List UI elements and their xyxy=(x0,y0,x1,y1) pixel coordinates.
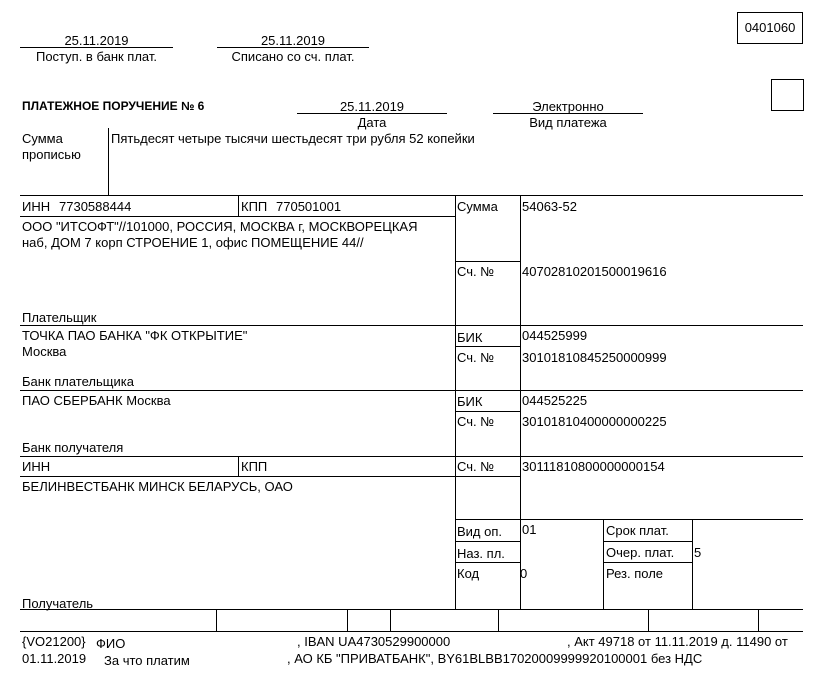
payee-bank-label: Банк получателя xyxy=(22,440,124,455)
form-code: 0401060 xyxy=(744,20,796,35)
payee-bank-bik: 044525225 xyxy=(522,393,588,408)
purpose-line1-d: , Акт 49718 от 11.11.2019 д. 11490 от xyxy=(567,634,788,649)
priority-value: 5 xyxy=(694,545,702,560)
grid-line xyxy=(692,519,693,609)
receipt-date: 25.11.2019 xyxy=(64,33,129,48)
debit-date-line xyxy=(217,47,369,48)
grid-line xyxy=(603,562,692,563)
document-date-label: Дата xyxy=(357,115,387,130)
grid-line xyxy=(20,476,455,477)
payer-account-label: Сч. № xyxy=(457,264,495,279)
grid-line xyxy=(455,411,520,412)
amount-words-label-1: Сумма xyxy=(22,131,63,146)
payer-inn: 7730588444 xyxy=(59,199,132,214)
grid-line xyxy=(498,609,499,631)
payer-bank-account: 30101810845250000999 xyxy=(522,350,667,365)
amount-words-label-2: прописью xyxy=(22,147,81,162)
grid-line xyxy=(20,456,803,457)
grid-line xyxy=(390,609,391,631)
payee-bank-account: 30101810400000000225 xyxy=(522,414,667,429)
grid-line xyxy=(347,609,348,631)
op-type: 01 xyxy=(522,522,537,537)
grid-line xyxy=(238,195,239,216)
amount-label: Сумма xyxy=(457,199,498,214)
payment-type-label: Вид платежа xyxy=(529,115,607,130)
grid-line xyxy=(455,346,520,347)
payee-name: БЕЛИНВЕСТБАНК МИНСК БЕЛАРУСЬ, ОАО xyxy=(22,479,293,494)
payee-account-label: Сч. № xyxy=(457,459,495,474)
amount-words-divider xyxy=(108,128,109,195)
payer-bank-label: Банк плательщика xyxy=(22,374,134,389)
debit-date-label: Списано со сч. плат. xyxy=(231,49,355,64)
grid-line xyxy=(20,216,455,217)
payer-account: 40702810201500019616 xyxy=(522,264,667,279)
amount-value: 54063-52 xyxy=(522,199,577,214)
payee-bank-bik-label: БИК xyxy=(457,394,483,409)
payee-bank-name: ПАО СБЕРБАНК Москва xyxy=(22,393,171,408)
amount-words-text: Пятьдесят четыре тысячи шестьдесят три рубля 52 копейки xyxy=(111,131,475,146)
purpose-line2-c: , АО КБ "ПРИВАТБАНК", BY61BLBB17020009999920100001 без НДС xyxy=(287,651,703,666)
purpose-line1-c: , IBAN UA4730529900000 xyxy=(297,634,451,649)
grid-line xyxy=(20,195,803,196)
form-title: ПЛАТЕЖНОЕ ПОРУЧЕНИЕ № 6 xyxy=(22,99,205,113)
code-value: 0 xyxy=(520,566,528,581)
grid-line xyxy=(20,390,803,391)
purpose-line2-b: За что платим xyxy=(104,653,190,668)
payment-type: Электронно xyxy=(532,99,604,114)
payee-label: Получатель xyxy=(22,596,94,611)
grid-line xyxy=(455,519,803,520)
payer-bank-name-line2: Москва xyxy=(22,344,67,359)
payer-kpp-label: КПП xyxy=(241,199,268,214)
payer-kpp: 770501001 xyxy=(276,199,342,214)
grid-line xyxy=(20,631,803,632)
grid-line xyxy=(455,195,456,609)
grid-line xyxy=(603,519,604,609)
purpose-line1-b: ФИО xyxy=(96,636,126,651)
purpose-line1-a: {VO21200} xyxy=(22,634,86,649)
payer-inn-label: ИНН xyxy=(22,199,51,214)
document-date-line xyxy=(297,113,447,114)
grid-line xyxy=(455,476,520,477)
grid-line xyxy=(238,456,239,476)
grid-line xyxy=(216,609,217,631)
grid-line xyxy=(648,609,649,631)
purpose-code-label: Наз. пл. xyxy=(457,546,505,561)
receipt-date-line xyxy=(20,47,173,48)
payer-name-line2: наб, ДОМ 7 корп СТРОЕНИЕ 1, офис ПОМЕЩЕНИЕ 44// xyxy=(22,235,364,250)
payer-bank-name-line1: ТОЧКА ПАО БАНКА "ФК ОТКРЫТИЕ" xyxy=(22,328,248,343)
reserve-label: Рез. поле xyxy=(606,566,664,581)
payer-bank-bik: 044525999 xyxy=(522,328,588,343)
grid-line xyxy=(603,541,692,542)
op-type-label: Вид оп. xyxy=(457,524,503,539)
receipt-date-label: Поступ. в банк плат. xyxy=(35,49,157,64)
priority-label: Очер. плат. xyxy=(606,545,675,560)
payee-inn-label: ИНН xyxy=(22,459,51,474)
grid-line xyxy=(520,195,521,609)
grid-line xyxy=(455,562,520,563)
payer-bank-bik-label: БИК xyxy=(457,330,483,345)
payer-label: Плательщик xyxy=(22,310,97,325)
grid-line xyxy=(455,541,520,542)
document-date: 25.11.2019 xyxy=(339,99,405,114)
payee-bank-account-label: Сч. № xyxy=(457,414,495,429)
grid-line xyxy=(455,261,520,262)
grid-line xyxy=(20,325,803,326)
payee-account: 30111810800000000154 xyxy=(522,459,665,474)
grid-line xyxy=(758,609,759,631)
payment-type-line xyxy=(493,113,643,114)
grid-line xyxy=(20,609,803,610)
payer-name-line1: ООО "ИТСОФТ"//101000, РОССИЯ, МОСКВА г, МОСКВОРЕЦКАЯ xyxy=(22,219,418,234)
status-box xyxy=(771,79,804,111)
payee-kpp-label: КПП xyxy=(241,459,268,474)
purpose-line2-a: 01.11.2019 xyxy=(22,651,87,666)
due-label: Срок плат. xyxy=(606,523,669,538)
code-label: Код xyxy=(457,566,480,581)
payer-bank-account-label: Сч. № xyxy=(457,350,495,365)
debit-date: 25.11.2019 xyxy=(260,33,326,48)
